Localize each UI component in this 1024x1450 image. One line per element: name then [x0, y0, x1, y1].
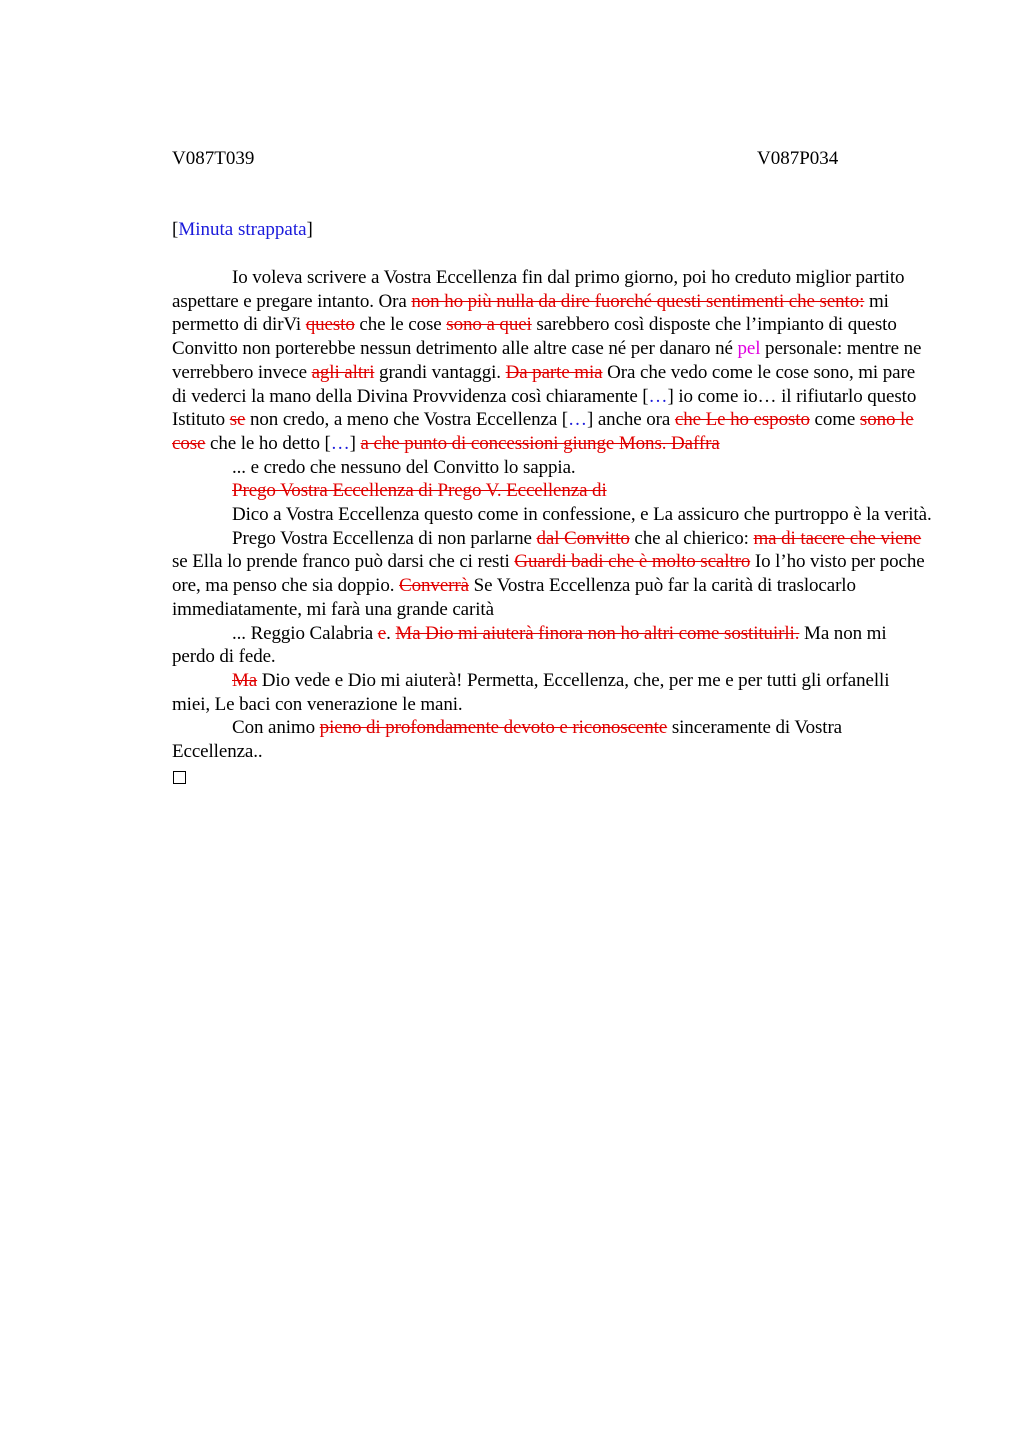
text-segment: ] io come io… il rifiutarlo questo Istituto: [172, 385, 917, 431]
text-segment: che al chierico:: [629, 527, 754, 549]
omission-marker: …: [648, 385, 668, 407]
deleted-text: Ma: [232, 669, 258, 691]
letter-body: [172, 266, 932, 784]
text-segment: ... Reggio Calabria: [232, 622, 378, 644]
deleted-text: non ho più nulla da dire fuorché questi sentimenti che sento:: [411, 290, 865, 312]
text-segment: Io l’ho visto per poche ore, ma penso che sia doppio.: [172, 551, 925, 597]
omission-marker: …: [330, 432, 350, 454]
deleted-text: a che punto di concessioni giunge Mons. Daffra: [360, 432, 720, 454]
deleted-text: sono a quei: [446, 314, 532, 336]
paragraph-4: Dico a Vostra Eccellenza questo come in confessione, e La assicuro che purtroppo è la verità.: [232, 504, 932, 526]
paragraph-1: [172, 266, 932, 456]
deleted-text: Guardi badi che è molto scaltro: [514, 551, 751, 573]
deleted-text: Prego Vostra Eccellenza di Prego V. Eccellenza di: [232, 480, 607, 502]
text-segment: mi permetto di dirVi: [172, 290, 889, 336]
deleted-text: sono le cose: [172, 409, 914, 454]
deleted-text: e: [377, 622, 387, 644]
text-segment: sinceramente di Vostra Eccellenza..: [172, 717, 843, 763]
deleted-text: Ma Dio mi aiuterà finora non ho altri come sostituirli.: [395, 622, 800, 644]
text-segment: Io voleva scrivere a Vostra Eccellenza fin dal primo giorno, poi ho creduto miglior partito aspettare e pregare intanto. Ora: [172, 267, 905, 312]
end-of-document-box-icon: [173, 771, 186, 784]
text-segment: come: [809, 409, 860, 431]
deleted-text: ma di tacere che viene: [753, 527, 922, 549]
deleted-text: dal Convitto: [536, 527, 630, 549]
text-segment: Con animo: [232, 717, 320, 739]
deleted-text: se: [229, 409, 246, 431]
text-segment: che le cose: [354, 314, 447, 336]
paragraph-6: [172, 622, 932, 669]
text-segment: non credo, a meno che Vostra Eccellenza [: [245, 409, 569, 431]
highlighted-text: pel: [737, 338, 761, 360]
omission-marker: …: [568, 409, 587, 431]
text-segment: .: [386, 622, 396, 644]
note-text: Minuta strappata: [178, 219, 307, 240]
deleted-text: Da parte mia: [505, 361, 603, 383]
editorial-note: [172, 218, 313, 241]
text-segment: se Ella lo prende franco può darsi che ci resti: [172, 551, 515, 573]
paragraph-5: [172, 527, 932, 622]
text-segment: personale: mentre ne verrebbero invece: [172, 338, 922, 383]
deleted-text: pieno di profondamente devoto e riconoscente: [319, 717, 668, 739]
note-open-bracket: [: [172, 219, 179, 240]
deleted-text: che Le ho esposto: [674, 409, 810, 431]
text-segment: Dio vede e Dio mi aiuterà! Permetta, Eccellenza, che, per me e per tutti gli orfanelli miei, Le baci con venerazione le mani.: [172, 669, 890, 715]
paragraph-2: ... e credo che nessuno del Convitto lo sappia.: [232, 456, 576, 478]
text-segment: ] anche ora: [586, 409, 675, 431]
text-segment: Ora che vedo come le cose sono, mi pare di vederci la mano della Divina Provvidenza così chiaramente [: [172, 361, 916, 407]
paragraph-8: [172, 716, 932, 763]
note-close-bracket: ]: [306, 219, 313, 240]
deleted-text: Converrà: [399, 575, 469, 597]
text-segment: grandi vantaggi.: [374, 361, 506, 383]
document-code-left: V087T039: [172, 148, 255, 169]
paragraph-3: [172, 479, 932, 503]
text-segment: Prego Vostra Eccellenza di non parlarne: [232, 527, 537, 549]
text-segment: che le ho detto [: [205, 432, 331, 454]
text-segment: Ma non mi perdo di fede.: [172, 622, 887, 668]
paragraph-7: [172, 669, 932, 716]
text-segment: sarebbero così disposte che l’impianto di questo Convitto non porterebbe nessun detrimento alle altre case né per danaro né: [172, 314, 897, 360]
document-code-right: V087P034: [757, 148, 839, 169]
text-segment: ]: [349, 432, 361, 454]
text-segment: Se Vostra Eccellenza può far la carità di traslocarlo immediatamente, mi farà una grande carità: [172, 575, 856, 620]
deleted-text: agli altri: [311, 361, 375, 383]
deleted-text: questo: [305, 314, 355, 336]
